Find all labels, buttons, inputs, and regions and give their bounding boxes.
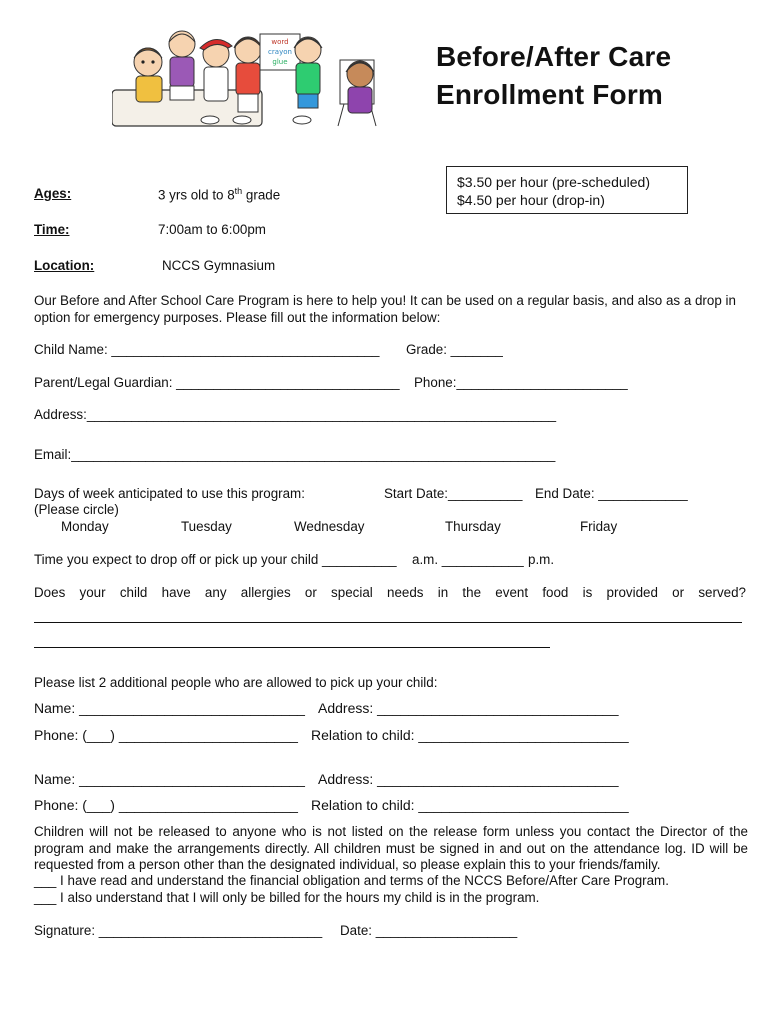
pickup1-address-field[interactable]: Address: _______________________________ (318, 700, 619, 716)
time-label: Time: (34, 222, 70, 237)
allergies-answer-line-2[interactable] (34, 647, 550, 648)
pickup1-relation-field[interactable]: Relation to child: ___________________________ (311, 727, 629, 743)
pickup2-name-field[interactable]: Name: _____________________________ (34, 771, 305, 787)
pickup2-relation-field[interactable]: Relation to child: ___________________________ (311, 797, 629, 813)
start-date-field[interactable]: Start Date:__________ (384, 486, 523, 501)
day-wednesday[interactable]: Wednesday (294, 519, 365, 534)
dropoff-am-field[interactable]: a.m. ___________ (412, 552, 524, 567)
email-field[interactable]: Email:_________________________________________________________________ (34, 447, 556, 462)
end-date-field[interactable]: End Date: ____________ (535, 486, 688, 501)
pickup1-name-field[interactable]: Name: _____________________________ (34, 700, 305, 716)
date-field[interactable]: Date: ___________________ (340, 923, 518, 938)
day-thursday[interactable]: Thursday (445, 519, 501, 534)
page-title-line-1: Before/After Care (436, 41, 672, 72)
dropoff-pm-label: p.m. (528, 552, 555, 567)
ages-value (158, 186, 280, 202)
pickup1-phone-field[interactable]: Phone: (___) _______________________ (34, 727, 298, 743)
art-word-1: word (271, 38, 289, 46)
address-field[interactable]: Address:_______________________________________________________________ (34, 407, 557, 422)
art-word-2: crayon (268, 48, 292, 56)
pickup2-address-field[interactable]: Address: _______________________________ (318, 771, 619, 787)
price-prescheduled: $3.50 per hour (pre-scheduled) (457, 174, 651, 190)
day-tuesday[interactable]: Tuesday (181, 519, 232, 534)
phone-field[interactable]: Phone:_______________________ (414, 375, 628, 390)
signature-field[interactable]: Signature: ______________________________ (34, 923, 323, 938)
ages-label: Ages: (34, 186, 72, 201)
days-label: Days of week anticipated to use this program: (34, 486, 305, 501)
child-name-field[interactable]: Child Name: ____________________________________ (34, 342, 380, 357)
pickup-intro: Please list 2 additional people who are allowed to pick up your child: (34, 675, 438, 690)
intro-paragraph: Our Before and After School Care Program is here to help you! It can be used on a regular basis, and also as a drop in option for emergency purposes. Please fill out the information below: (34, 293, 736, 325)
ages-sup: th (234, 186, 243, 196)
acknowledgment-billing[interactable]: ___ I also understand that I will only be billed for the hours my child is in the program. (34, 890, 540, 905)
dropoff-time-field[interactable]: Time you expect to drop off or pick up your child __________ (34, 552, 397, 567)
art-word-3: glue (272, 58, 288, 66)
guardian-field[interactable]: Parent/Legal Guardian: ______________________________ (34, 375, 400, 390)
pickup2-phone-field[interactable]: Phone: (___) _______________________ (34, 797, 298, 813)
day-friday[interactable]: Friday (580, 519, 618, 534)
day-monday[interactable]: Monday (61, 519, 109, 534)
acknowledgment-financial[interactable]: ___ I have read and understand the financial obligation and terms of the NCCS Before/After Care Program. (34, 873, 669, 888)
children-clipart (112, 20, 402, 132)
price-dropin: $4.50 per hour (drop-in) (457, 192, 605, 208)
location-value: NCCS Gymnasium (162, 258, 276, 273)
children-clipart-svg (112, 20, 402, 132)
pricing-box (446, 166, 688, 214)
page-title-line-2: Enrollment Form (436, 79, 664, 110)
ages-value-main: 3 yrs old to 8 (158, 187, 235, 203)
allergies-answer-line-1[interactable] (34, 622, 742, 623)
allergies-question: Does your child have any allergies or special needs in the event food is provided or served? (34, 585, 746, 600)
location-label: Location: (34, 258, 95, 273)
grade-field[interactable]: Grade: _______ (406, 342, 503, 357)
time-value: 7:00am to 6:00pm (158, 222, 266, 237)
circle-note: (Please circle) (34, 502, 119, 517)
release-policy-paragraph: Children will not be released to anyone who is not listed on the release form unless you contact the Director of the program and make the arrangements directly. All children must be signed in and out on the attendance log. ID will be requested from a person other than the designated individual, so please explain this to your friends/family. (34, 824, 748, 872)
ages-value-suffix: grade (242, 187, 281, 203)
